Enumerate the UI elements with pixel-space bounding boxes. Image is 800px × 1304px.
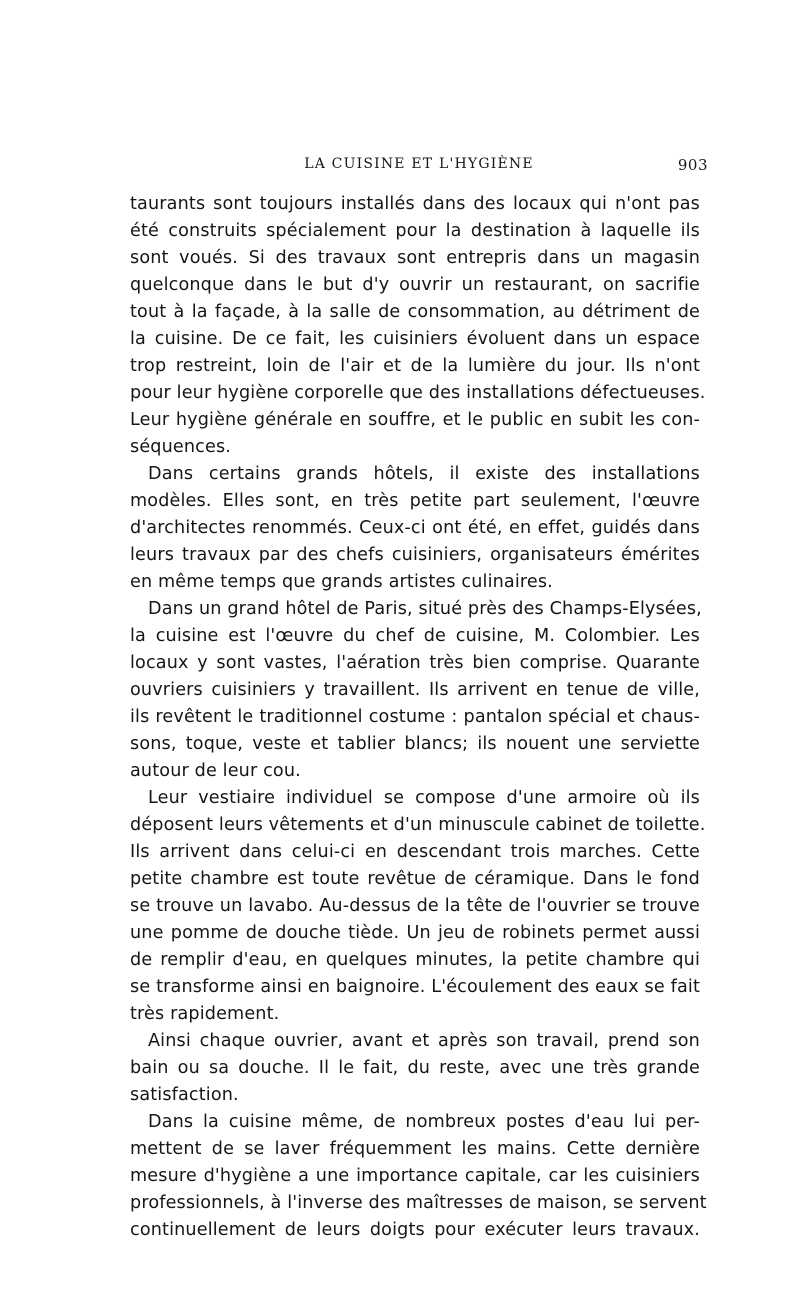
text-line: quelconque dans le but d'y ouvrir un restaurant, on sacrifie (130, 275, 700, 295)
text-line: déposent leurs vêtements et d'un minuscule cabinet de toilette. (130, 815, 706, 835)
text-line: séquences. (130, 437, 232, 457)
text-line: locaux y sont vastes, l'aération très bien comprise. Quarante (130, 653, 700, 673)
text-line: Leur vestiaire individuel se compose d'une armoire où ils (148, 788, 700, 808)
text-line: modèles. Elles sont, en très petite part seulement, l'œuvre (130, 491, 700, 511)
text-line: une pomme de douche tiède. Un jeu de robinets permet aussi (130, 923, 700, 943)
text-line: d'architectes renommés. Ceux-ci ont été, en effet, guidés dans (130, 518, 700, 538)
text-line: mettent de se laver fréquemment les mains. Cette dernière (130, 1139, 700, 1159)
text-line: se trouve un lavabo. Au-dessus de la tête de l'ouvrier se trouve (130, 896, 700, 916)
text-line: en même temps que grands artistes culinaires. (130, 572, 553, 592)
text-line: ouvriers cuisiniers y travaillent. Ils arrivent en tenue de ville, (130, 680, 700, 700)
text-line: satisfaction. (130, 1085, 239, 1105)
text-line: autour de leur cou. (130, 761, 301, 781)
text-line: mesure d'hygiène a une importance capitale, car les cuisiniers (130, 1166, 700, 1186)
text-line: ils revêtent le traditionnel costume : pantalon spécial et chaus- (130, 707, 700, 727)
text-line: continuellement de leurs doigts pour exécuter leurs travaux. (130, 1220, 700, 1240)
text-line: Ainsi chaque ouvrier, avant et après son travail, prend son (148, 1031, 700, 1051)
text-line: bain ou sa douche. Il le fait, du reste, avec une très grande (130, 1058, 700, 1078)
text-line: Ils arrivent dans celui-ci en descendant trois marches. Cette (130, 842, 700, 862)
text-line: Dans certains grands hôtels, il existe des installations (148, 464, 700, 484)
text-line: la cuisine est l'œuvre du chef de cuisine, M. Colombier. Les (130, 626, 700, 646)
text-line: été construits spécialement pour la destination à laquelle ils (130, 221, 700, 241)
text-line: la cuisine. De ce fait, les cuisiniers évoluent dans un espace (130, 329, 700, 349)
text-line: Leur hygiène générale en souffre, et le public en subit les con- (130, 410, 700, 430)
text-line: taurants sont toujours installés dans des locaux qui n'ont pas (130, 194, 700, 214)
text-line: très rapidement. (130, 1004, 280, 1024)
text-line: pour leur hygiène corporelle que des installations défectueuses. (130, 383, 706, 403)
text-line: se transforme ainsi en baignoire. L'écoulement des eaux se fait (130, 977, 700, 997)
text-line: sons, toque, veste et tablier blancs; ils nouent une serviette (130, 734, 700, 754)
text-line: professionnels, à l'inverse des maîtresses de maison, se servent (130, 1193, 707, 1213)
text-line: petite chambre est toute revêtue de céramique. Dans le fond (130, 869, 700, 889)
text-line: leurs travaux par des chefs cuisiniers, organisateurs émérites (130, 545, 700, 565)
text-line: tout à la façade, à la salle de consommation, au détriment de (130, 302, 700, 322)
text-line: Dans la cuisine même, de nombreux postes d'eau lui per- (148, 1112, 700, 1132)
text-line: de remplir d'eau, en quelques minutes, la petite chambre qui (130, 950, 700, 970)
text-line: sont voués. Si des travaux sont entrepris dans un magasin (130, 248, 700, 268)
text-line: trop restreint, loin de l'air et de la lumière du jour. Ils n'ont (130, 356, 700, 376)
text-line: Dans un grand hôtel de Paris, situé près des Champs-Elysées, (148, 599, 702, 619)
running-head (130, 156, 708, 178)
body-text (130, 191, 707, 1244)
running-title: LA CUISINE ET L'HYGIÈNE (304, 156, 534, 172)
page-number: 903 (677, 156, 708, 174)
